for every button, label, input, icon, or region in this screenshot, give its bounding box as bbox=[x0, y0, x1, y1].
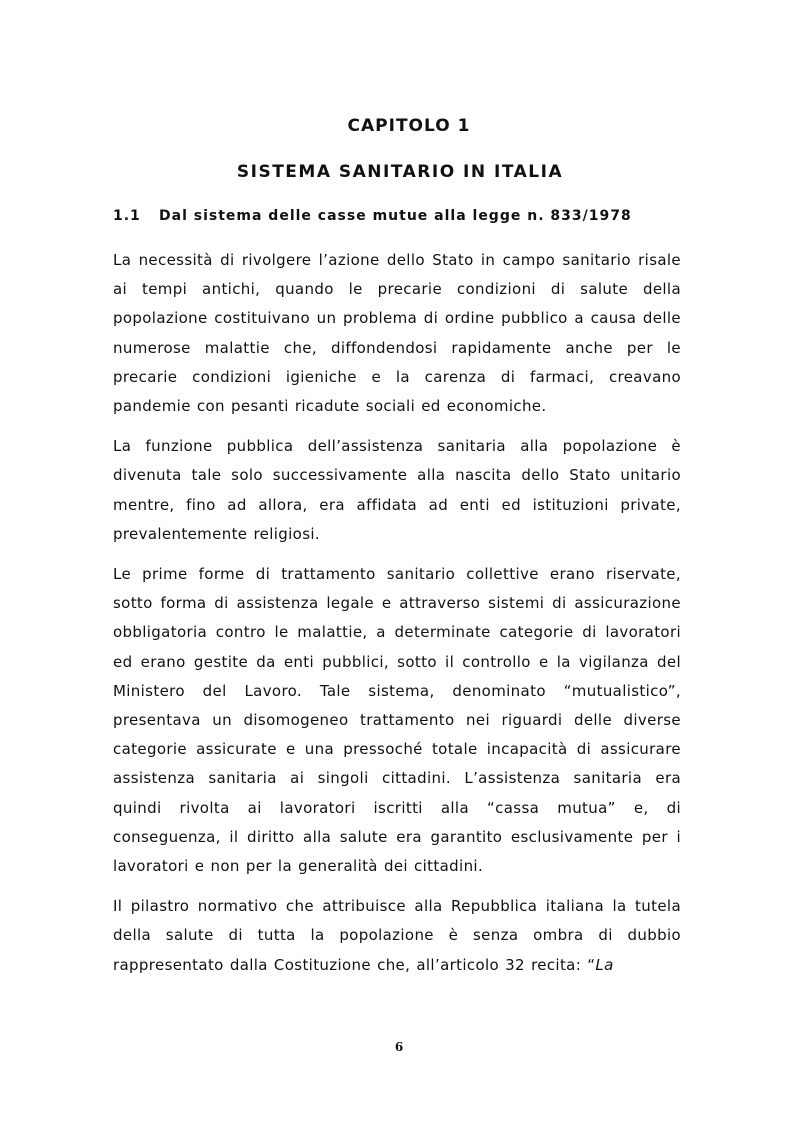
section-title: Dal sistema delle casse mutue alla legge n. 833/1978 bbox=[159, 208, 632, 224]
chapter-title-heading: SISTEMA SANITARIO IN ITALIA bbox=[236, 162, 564, 182]
paragraph-last-text: Il pilastro normativo che attribuisce alla Repubblica italiana la tutela della salute di tutta la popolazione è senza ombra di dubbio rappresentato dalla Costituzione che, all’articolo 32 recita: “ bbox=[113, 897, 681, 974]
section-heading bbox=[113, 208, 632, 224]
paragraph: La funzione pubblica dell’assistenza sanitaria alla popolazione è divenuta tale solo successivamente alla nascita dello Stato unitario mentre, fino ad allora, era affidata ad enti ed istituzioni private, prevalentemente religiosi. bbox=[113, 437, 681, 543]
quote-italic-start: La bbox=[595, 955, 614, 974]
paragraph: Le prime forme di trattamento sanitario collettive erano riservate, sotto forma di assistenza legale e attraverso sistemi di assicurazione obbligatoria contro le malattie, a determinate categorie di lavoratori ed erano gestite da enti pubblici, sotto il controllo e la vigilanza del Ministero del Lavoro. Tale sistema, denominato “mutualistico”, presentava un disomogeneo trattamento nei riguardi delle diverse categorie assicurate e una pressoché totale incapacità di assicurare assistenza sanitaria ai singoli cittadini. L’assistenza sanitaria era quindi rivolta ai lavoratori iscritti alla “cassa mutua” e, di conseguenza, il diritto alla salute era garantito esclusivamente per i lavoratori e non per la generalità dei cittadini. bbox=[113, 565, 681, 876]
chapter-number-heading: CAPITOLO 1 bbox=[347, 116, 471, 136]
body-text bbox=[113, 246, 681, 980]
page-number: 6 bbox=[394, 1040, 404, 1054]
section-number: 1.1 bbox=[113, 208, 141, 224]
paragraph: La necessità di rivolgere l’azione dello Stato in campo sanitario risale ai tempi antichi, quando le precarie condizioni di salute della popolazione costituivano un problema di ordine pubblico a causa delle numerose malattie che, diffondendosi rapidamente anche per le precarie condizioni igieniche e la carenza di farmaci, creavano pandemie con pesanti ricadute sociali ed economiche. bbox=[113, 251, 681, 416]
paragraph-last bbox=[113, 892, 681, 980]
